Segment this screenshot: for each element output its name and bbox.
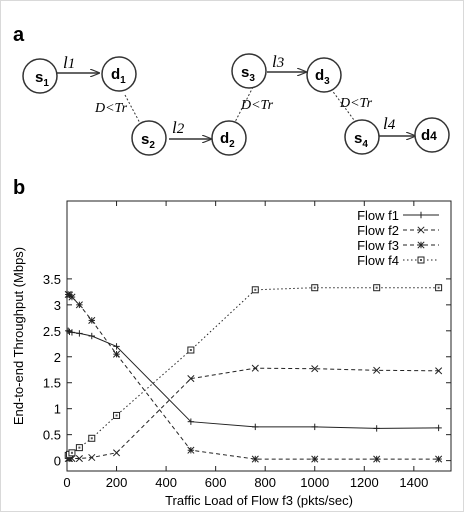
legend-label: Flow f2 — [357, 223, 399, 238]
series-4-point — [252, 287, 258, 293]
series-1-point — [252, 424, 258, 430]
node-d1 — [102, 57, 136, 91]
series-4-point — [374, 285, 380, 291]
x-tick-label: 200 — [105, 475, 128, 490]
node-s3 — [232, 54, 266, 88]
series-3 — [65, 291, 442, 462]
series-2-point — [113, 450, 119, 456]
y-axis-label: End-to-end Throughput (Mbps) — [11, 246, 26, 426]
legend-label: Flow f4 — [357, 253, 399, 268]
series-4 — [65, 285, 441, 459]
y-tick-label: 3.5 — [42, 271, 61, 287]
series-4-point — [312, 285, 318, 291]
series-4-line — [68, 288, 438, 456]
series-1-point — [435, 425, 441, 431]
legend-label: Flow f1 — [357, 208, 399, 223]
link-label-l1: l1 — [63, 53, 76, 72]
x-tick-label: 1000 — [300, 475, 330, 490]
series-2-point — [252, 365, 258, 371]
svg-text:d4: d4 — [421, 127, 437, 144]
series-1-point — [312, 424, 318, 430]
series-3-point — [252, 456, 258, 462]
svg-text:s2: $s_2$ — [141, 131, 155, 151]
svg-text:d1: $d_1$ — [111, 66, 126, 86]
x-tick-label: 1400 — [399, 475, 429, 490]
svg-text:s1: $s_1$ — [35, 69, 49, 89]
series-2-line — [68, 368, 438, 458]
series-3-point — [435, 456, 441, 462]
series-4-point — [76, 445, 82, 451]
y-tick-label: 2 — [53, 349, 61, 365]
series-3-point — [69, 294, 75, 300]
throughput-chart — [11, 201, 451, 508]
node-s4 — [345, 120, 379, 154]
x-tick-label: 0 — [63, 475, 71, 490]
link-label-l3: l3 — [272, 52, 285, 71]
legend-marker — [418, 257, 424, 263]
figure-canvas — [1, 1, 463, 511]
link-label-l2: l2 — [172, 118, 185, 137]
legend-marker — [418, 242, 424, 248]
x-axis-label: Traffic Load of Flow f3 (pkts/sec) — [165, 493, 353, 508]
series-3-point — [373, 456, 379, 462]
x-tick-label: 800 — [254, 475, 277, 490]
series-4-point — [188, 347, 194, 353]
series-1-line — [68, 331, 438, 429]
y-tick-label: 0 — [53, 453, 61, 469]
node-s1 — [23, 59, 57, 93]
series-1-point — [76, 330, 82, 336]
svg-text:d3: $d_3$ — [315, 67, 330, 87]
series-3-point — [113, 351, 119, 357]
legend — [357, 208, 439, 268]
series-4-point — [114, 412, 120, 418]
svg-text:s4: $s_4$ — [354, 130, 368, 150]
node-s2 — [132, 121, 166, 155]
series-3-point — [89, 317, 95, 323]
series-3-point — [188, 447, 194, 453]
y-tick-label: 3 — [53, 297, 61, 313]
y-tick-label: 1 — [53, 401, 61, 417]
series-2 — [65, 365, 442, 462]
series-3-line — [68, 295, 438, 460]
panel-b-label: b — [13, 177, 26, 199]
node-d3 — [307, 58, 341, 92]
constraint-label-1: D<Tr — [95, 101, 128, 116]
node-d2 — [212, 121, 246, 155]
y-tick-label: 2.5 — [42, 323, 61, 339]
panel-a-label: a — [13, 24, 25, 46]
link-label-l4: l4 — [383, 114, 396, 133]
x-tick-label: 600 — [204, 475, 227, 490]
node-d4 — [415, 118, 449, 152]
series-3-point — [76, 302, 82, 308]
y-tick-label: 0.5 — [42, 427, 61, 443]
legend-marker — [418, 212, 424, 218]
series-4-point — [436, 285, 442, 291]
constraint-label-2: D<Tr — [241, 98, 274, 113]
x-tick-label: 1200 — [349, 475, 379, 490]
series-layer — [65, 285, 442, 463]
series-1 — [65, 328, 442, 432]
y-tick-label: 1.5 — [42, 375, 61, 391]
series-1-point — [89, 333, 95, 339]
svg-text:d2: $d_2$ — [220, 130, 235, 150]
series-4-point — [89, 435, 95, 441]
constraint-label-3: D<Tr — [340, 96, 373, 111]
series-4-point — [69, 450, 75, 456]
legend-label: Flow f3 — [357, 238, 399, 253]
x-tick-label: 400 — [155, 475, 177, 490]
series-3-point — [312, 456, 318, 462]
svg-text:s3: $s_3$ — [241, 64, 255, 84]
series-1-point — [373, 425, 379, 431]
interference-line-1 — [125, 95, 141, 125]
series-1-point — [65, 328, 71, 334]
